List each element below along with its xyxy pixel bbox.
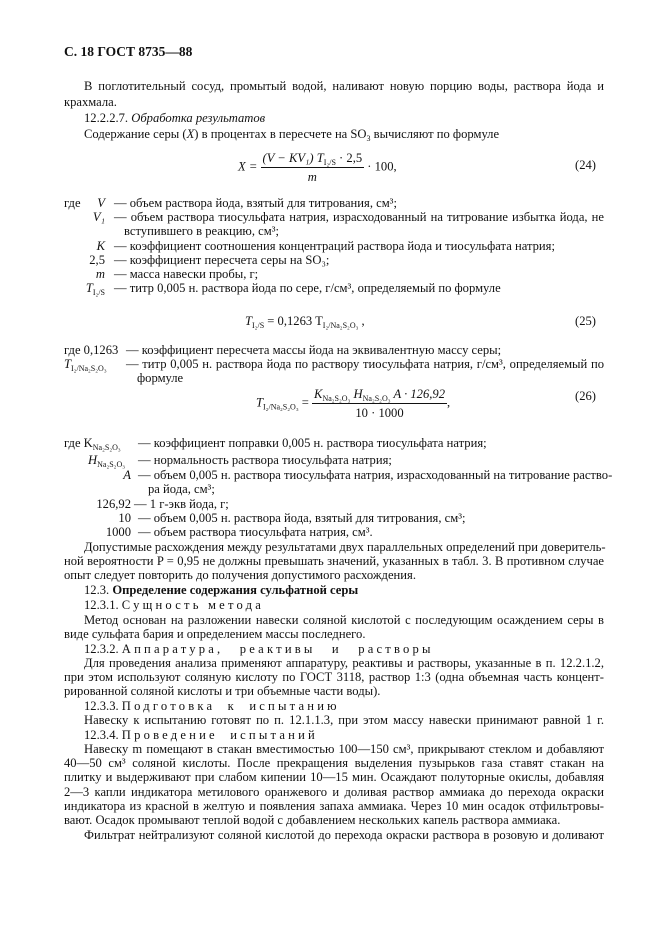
def-text-cont: вступившего в реакцию, см³; bbox=[124, 224, 279, 238]
formula-24 bbox=[238, 150, 397, 185]
def-key bbox=[64, 436, 121, 451]
section-heading-12-3 bbox=[84, 583, 604, 597]
denominator: m bbox=[307, 170, 317, 184]
subscript: I₂/S bbox=[252, 321, 265, 330]
text: Содержание серы ( bbox=[84, 127, 187, 141]
var: V₁ bbox=[92, 210, 105, 224]
section-number: 12.3.3. bbox=[84, 699, 119, 713]
equation-number: (25) bbox=[575, 314, 596, 328]
def-key: где 0,1263 bbox=[64, 343, 119, 357]
def-key bbox=[97, 196, 105, 211]
subscript: 3 bbox=[366, 134, 371, 143]
where-label: где bbox=[64, 196, 81, 210]
paragraph-line: В поглотительный сосуд, промытый водой, наливают новую порцию воды, раствора йода и bbox=[84, 79, 604, 93]
section-number: 12.3.1. bbox=[84, 598, 119, 612]
numerator: (V − KV₁) T bbox=[262, 151, 324, 165]
def-text: — коэффициент поправки 0,005 н. раствора тиосульфата натрия; bbox=[138, 436, 487, 450]
subscript: Na₂S₂O₃ bbox=[97, 460, 126, 469]
section-heading-12-2-2-7 bbox=[84, 111, 604, 125]
section-number: 12.3.4. bbox=[84, 728, 119, 742]
section-heading-12-3-2 bbox=[84, 642, 604, 656]
paragraph-line: опыт следует повторить до получения допустимого расхождения. bbox=[64, 568, 416, 582]
subscript: Na₂S₂O₃ bbox=[322, 394, 351, 403]
def-text: — коэффициент пересчета серы на SO₃; bbox=[114, 253, 330, 267]
equation-number: (24) bbox=[575, 158, 596, 172]
paragraph-line: Навеску к испытанию готовят по п. 12.1.1.3, при этом массу навески принимают равной 1 г. bbox=[84, 713, 604, 727]
var: A bbox=[123, 468, 131, 482]
formula-lhs: T bbox=[245, 314, 253, 328]
def-key bbox=[86, 281, 105, 296]
def-text-cont: формуле bbox=[137, 371, 184, 385]
numerator-rest: · 2,5 bbox=[335, 151, 363, 165]
def-text: — объем раствора тиосульфата натрия, израсходованный на титрование избытка йода, не bbox=[114, 210, 604, 224]
def-key bbox=[97, 239, 105, 254]
subscript: I₂/Na₂S₂O₃ bbox=[263, 402, 299, 412]
var: m bbox=[95, 267, 105, 281]
section-title: Сущность метода bbox=[121, 598, 265, 612]
paragraph-line: крахмала. bbox=[64, 95, 117, 109]
def-key: 1000 bbox=[105, 525, 131, 539]
var-x: X bbox=[186, 127, 195, 141]
section-heading-12-3-4 bbox=[84, 728, 604, 742]
section-number: 12.3.2. bbox=[84, 642, 119, 656]
var: H bbox=[350, 387, 363, 401]
def-text-cont: ра йода, см³; bbox=[148, 482, 215, 496]
numerator-rest: A · 126,92 bbox=[390, 387, 445, 401]
text: вычисляют по формуле bbox=[370, 127, 500, 141]
def-text: — объем 0,005 н. раствора йода, взятый для титрования, см³; bbox=[138, 511, 466, 525]
formula-mid: = 0,1263 T bbox=[264, 314, 323, 328]
def-key bbox=[123, 468, 131, 483]
page-header: С. 18 ГОСТ 8735—88 bbox=[64, 44, 193, 59]
def-key: 126,92 bbox=[96, 497, 131, 511]
formula-tail: , bbox=[447, 395, 451, 410]
subscript: I₂/Na₂S₂O₃ bbox=[322, 321, 359, 330]
def-text: — коэффициент пересчета массы йода на эквивалентную массу серы; bbox=[126, 343, 502, 357]
def-key bbox=[93, 210, 105, 225]
paragraph-line: виде сульфата бария и определением массы последнего. bbox=[64, 627, 366, 641]
section-title: Подготовка к испытанию bbox=[121, 699, 340, 713]
subscript: Na₂S₂O₃ bbox=[92, 443, 121, 452]
var: K bbox=[314, 387, 323, 401]
section-title: Аппаратура, реактивы и растворы bbox=[121, 642, 434, 656]
paragraph-line bbox=[84, 127, 604, 141]
def-key bbox=[88, 453, 125, 468]
def-text: — титр 0,005 н. раствора йода по раствору тиосульфата натрия, г/см³, определяемый по bbox=[126, 357, 604, 371]
def-text: — объем раствора йода, взятый для титрования, см³; bbox=[114, 196, 397, 210]
section-heading-12-3-1 bbox=[84, 598, 604, 612]
paragraph-line: 40—50 см³ соляной кислоты. После прекращения выделения пузырьков газа ставят стакан на bbox=[64, 756, 604, 770]
equals: = bbox=[298, 395, 313, 410]
def-key bbox=[96, 267, 105, 282]
var: где K bbox=[64, 436, 93, 450]
subscript: I₂/Na₂S₂O₃ bbox=[71, 364, 107, 373]
paragraph-line: Метод основан на разложении навески соляной кислотой с последующим осаждением серы в bbox=[84, 613, 604, 627]
paragraph-line: Фильтрат нейтрализуют соляной кислотой до перехода окраски раствора в розовую и доливают bbox=[84, 828, 604, 842]
def-key: 10 bbox=[118, 511, 131, 525]
paragraph-line: Допустимые расхождения между результатами двух параллельных определений при доверитель- bbox=[84, 540, 606, 554]
denominator: 10 · 1000 bbox=[355, 406, 404, 420]
subscript: I₂/S bbox=[323, 158, 336, 167]
paragraph-line: Навеску m помещают в стакан вместимостью 100—150 см³, прикрывают стеклом и добавляют bbox=[84, 742, 604, 756]
var: T bbox=[85, 281, 93, 295]
section-heading-12-3-3 bbox=[84, 699, 604, 713]
formula-tail: · 100, bbox=[367, 159, 397, 174]
formula-lhs: X = bbox=[238, 159, 258, 174]
formula-tail: , bbox=[358, 314, 365, 328]
paragraph-line: 2—3 капли индикатора метилового оранжевого и доливая раствор аммиака до перехода окраски bbox=[64, 785, 604, 799]
paragraph-line: плитку и выдерживают при слабом кипении 10—15 мин. Осаждают полуторные окислы, добавляя bbox=[64, 770, 604, 784]
paragraph-line: рированной соляной кислоты и три объемные части воды). bbox=[64, 684, 381, 698]
section-title: Обработка результатов bbox=[131, 111, 266, 125]
def-text: — объем 0,005 н. раствора тиосульфата натрия, израсходованный на титрование раство- bbox=[138, 468, 613, 482]
section-number: 12.3. bbox=[84, 583, 110, 597]
section-title: Проведение испытаний bbox=[121, 728, 318, 742]
formula-25 bbox=[245, 314, 365, 328]
formula-lhs: T bbox=[256, 395, 264, 410]
def-key: 2,5 bbox=[89, 253, 105, 267]
def-key bbox=[64, 357, 107, 372]
var: V bbox=[97, 196, 105, 210]
equation-number: (26) bbox=[575, 389, 596, 403]
def-text: — 1 г-экв йода, г; bbox=[134, 497, 229, 511]
section-title: Определение содержания сульфатной серы bbox=[112, 583, 359, 597]
def-text: — масса навески пробы, г; bbox=[114, 267, 259, 281]
paragraph-line: при этом используют соляную кислоту по ГОСТ 3118, раствор 1:3 (одна объемная часть концент- bbox=[64, 670, 604, 684]
subscript: I₂/S bbox=[92, 288, 105, 297]
section-number: 12.2.2.7. bbox=[84, 111, 129, 125]
var: T bbox=[64, 357, 72, 371]
fraction bbox=[312, 386, 447, 421]
paragraph-line: ной вероятности P = 0,95 не должны превышать значений, указанных в табл. 3. В противном случае bbox=[64, 554, 604, 568]
def-text: — титр 0,005 н. раствора йода по сере, г/см³, определяемый по формуле bbox=[114, 281, 501, 295]
formula-26 bbox=[256, 386, 450, 421]
def-text: — объем раствора тиосульфата натрия, см³. bbox=[138, 525, 373, 539]
paragraph-line: вают. Осадок промывают теплой водой с добавлением нескольких капель раствора аммиака. bbox=[64, 813, 561, 827]
text: ) в процентах в пересчете на SO bbox=[194, 127, 367, 141]
paragraph-line: Для проведения анализа применяют аппаратуру, реактивы и растворы, указанные в п. 12.2.1.2, bbox=[84, 656, 604, 670]
subscript: Na₂S₂O₃ bbox=[362, 394, 391, 403]
def-text: — коэффициент соотношения концентраций раствора йода и тиосульфата натрия; bbox=[114, 239, 555, 253]
def-text: — нормальность раствора тиосульфата натрия; bbox=[138, 453, 392, 467]
fraction bbox=[261, 150, 365, 185]
paragraph-line: индикатора из красной в желтую и появления запаха аммиака. Через 10 мин осадок отфильтровы- bbox=[64, 799, 604, 813]
var: H bbox=[88, 453, 98, 467]
var: K bbox=[96, 239, 105, 253]
